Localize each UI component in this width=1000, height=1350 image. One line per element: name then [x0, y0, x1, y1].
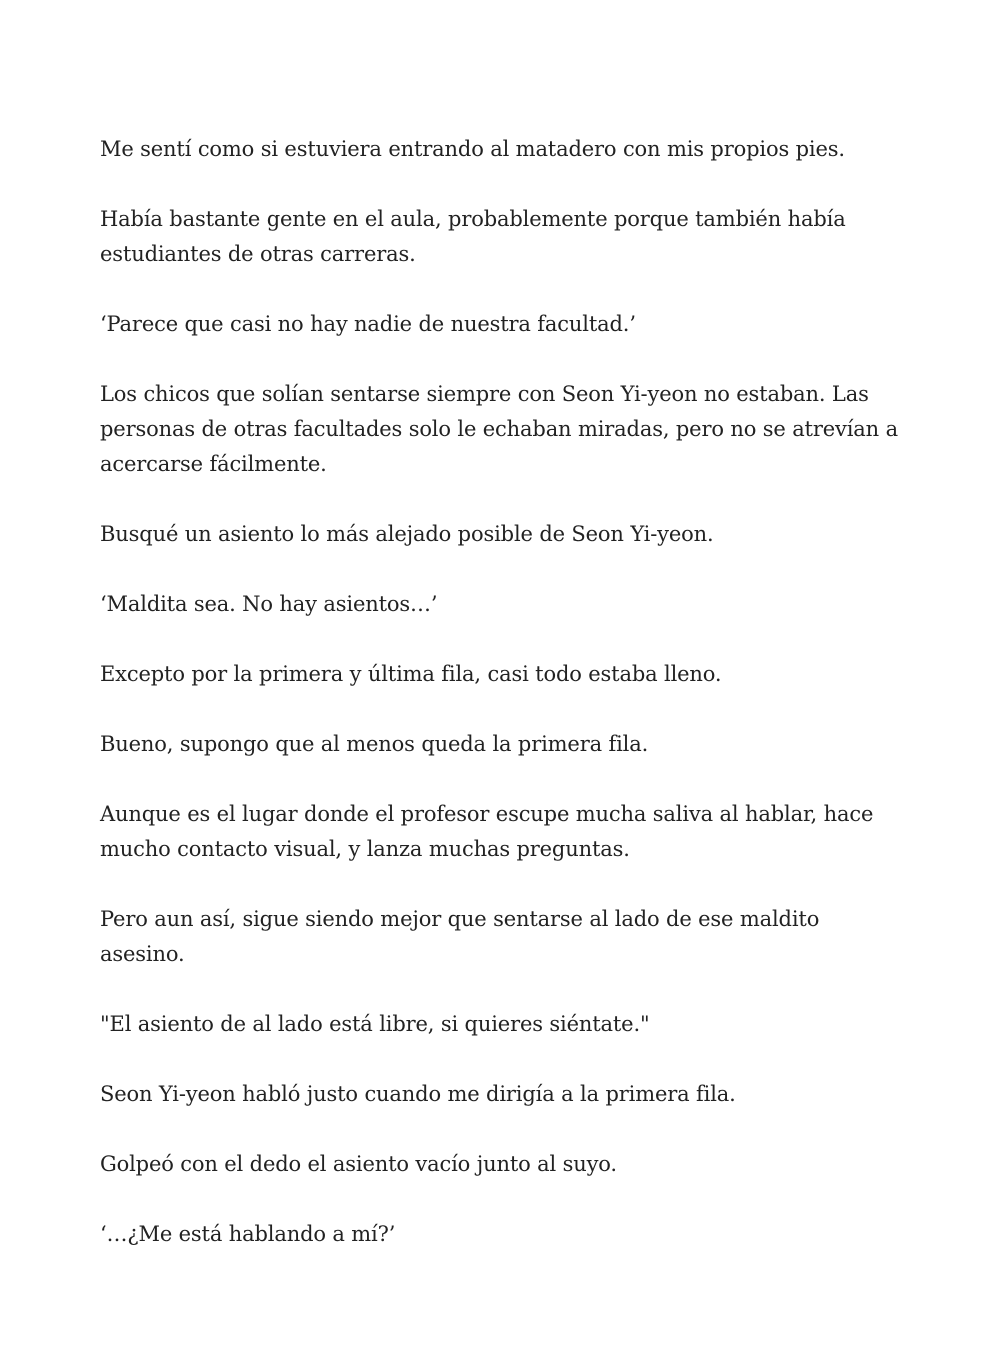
- paragraph: Excepto por la primera y última fila, casi todo estaba lleno.: [100, 662, 722, 686]
- paragraph: ‘…¿Me está hablando a mí?’: [100, 1222, 396, 1246]
- paragraph: "El asiento de al lado está libre, si quieres siéntate.": [100, 1012, 650, 1036]
- paragraph: Golpeó con el dedo el asiento vacío junto al suyo.: [100, 1152, 617, 1176]
- paragraph: ‘Parece que casi no hay nadie de nuestra facultad.’: [100, 312, 636, 336]
- document-body: [100, 132, 900, 1287]
- paragraph: ‘Maldita sea. No hay asientos…’: [100, 592, 438, 616]
- paragraph: Me sentí como si estuviera entrando al matadero con mis propios pies.: [100, 137, 845, 161]
- paragraph: Los chicos que solían sentarse siempre con Seon Yi-yeon no estaban. Las personas de otras facultades solo le echaban miradas, pero no se atrevían a acercarse fácilmente.: [100, 382, 898, 476]
- paragraph: Aunque es el lugar donde el profesor escupe mucha saliva al hablar, hace mucho contacto visual, y lanza muchas preguntas.: [100, 802, 874, 861]
- paragraph: Pero aun así, sigue siendo mejor que sentarse al lado de ese maldito asesino.: [100, 907, 820, 966]
- paragraph: Había bastante gente en el aula, probablemente porque también había estudiantes de otras carreras.: [100, 207, 846, 266]
- paragraph: Bueno, supongo que al menos queda la primera fila.: [100, 732, 649, 756]
- paragraph: Seon Yi-yeon habló justo cuando me dirigía a la primera fila.: [100, 1082, 736, 1106]
- paragraph: Busqué un asiento lo más alejado posible de Seon Yi-yeon.: [100, 522, 714, 546]
